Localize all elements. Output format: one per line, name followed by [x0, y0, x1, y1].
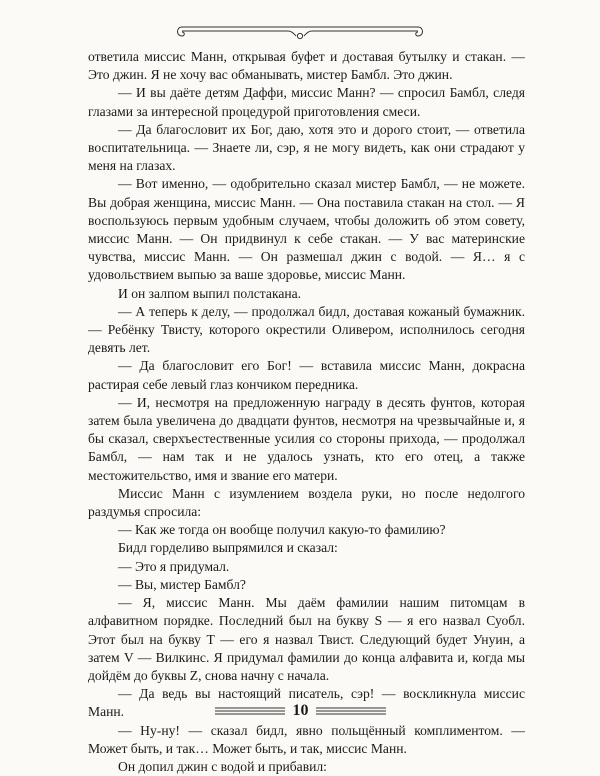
- paragraph: — И, несмотря на предложенную награду в десять фунтов, которая затем была увеличена до двадцати фунтов, несмотря на чрезвычайные и, я бы сказал, сверхъестественные усилия со стороны прихода, — продолжал Бамбл, — нам так и не удалось узнать, кто его отец, а также местожительство, имя и звание его матери.: [88, 394, 525, 483]
- paragraph: — Ну-ну! — сказал бидл, явно польщённый комплиментом. — Может быть, и так… Может быть, и так, миссис Манн.: [88, 722, 525, 756]
- paragraph: Он допил джин с водой и прибавил:: [118, 758, 327, 774]
- footer-ornament-right: [314, 705, 388, 717]
- body-text: [88, 48, 525, 776]
- paragraph: — Да ведь вы настоящий писатель, сэр! — воскликнула миссис Манн.: [88, 686, 525, 720]
- paragraph: Миссис Манн с изумлением воздела руки, но после недолгого раздумья спросила:: [88, 485, 525, 520]
- paragraph: Бидл горделиво выпрямился и сказал:: [118, 540, 338, 556]
- paragraph: — Как же тогда он вообще получил какую-то фамилию?: [118, 522, 446, 538]
- page-footer: [0, 699, 600, 723]
- footer-ornament-left: [213, 705, 287, 717]
- paragraph: ответила миссис Манн, открывая буфет и доставая бутылку и стакан. — Это джин. Я не хочу вас обманывать, мистер Бамбл. Это джин.: [88, 49, 525, 83]
- page-number: 10: [292, 702, 309, 719]
- paragraph: — Это я придумал.: [118, 558, 230, 574]
- header-ornament: [174, 22, 426, 44]
- paragraph: — Я, миссис Манн. Мы даём фамилии нашим питомцам в алфавитном порядке. Последний был на букву S — я его назвал Суобл. Этот был на букву T — его я назвал Твист. Следующий будет Унуин, а затем V — Вилкинс. Я придумал фамилии до конца алфавита и, когда мы дойдём до буквы Z, снова начну с начала.: [88, 595, 525, 683]
- paragraph: — А теперь к делу, — продолжал бидл, доставая кожаный бумажник. — Ребёнку Твисту, которого окрестили Оливером, исполнилось сегодня девять лет.: [88, 303, 525, 356]
- paragraph: — И вы даёте детям Даффи, миссис Манн? — спросил Бамбл, следя глазами за интересной процедурой приготовления смеси.: [88, 85, 525, 119]
- paragraph: — Да благословит их Бог, даю, хотя это и дорого стоит, — ответила воспитательница. — Знаете ли, сэр, я не могу видеть, как они страдают у меня на глазах.: [88, 121, 525, 174]
- paragraph: — Да благословит его Бог! — вставила миссис Манн, докрасна растирая себе левый глаз кончиком передника.: [88, 358, 525, 392]
- paragraph: — Вот именно, — одобрительно сказал мистер Бамбл, — не можете. Вы добрая женщина, миссис Манн. — Она поставила стакан на стол. — Я воспользуюсь первым удобным случаем, чтобы доложить об этом совету, миссис Манн. — Он придвинул к себе стакан. — У вас материнские чувства, миссис Манн. — Он размешал джин с водой. — Я… я с удовольствием выпью за ваше здоровье, миссис Манн.: [88, 176, 525, 283]
- paragraph: — Вы, мистер Бамбл?: [118, 576, 246, 592]
- paragraph: И он залпом выпил полстакана.: [118, 285, 302, 301]
